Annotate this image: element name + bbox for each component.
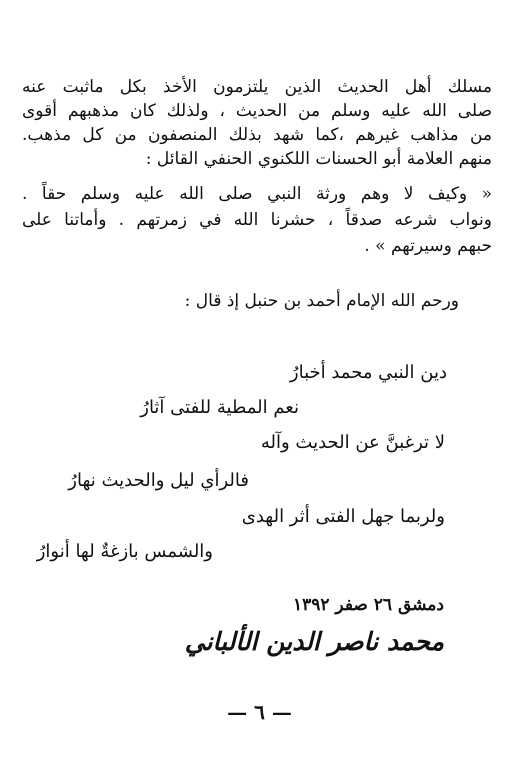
poem-line: لا ترغبنَّ عن الحديث وآله	[260, 432, 445, 453]
paragraph-line: مسلك أهل الحديث الذين يلتزمون الأخذ بكل ماثبت عنه	[22, 77, 492, 97]
paragraph-line: صلى الله عليه وسلم من الحديث ، ولذلك كان مذهبهم أقوى	[22, 101, 492, 121]
quote-line: « وكيف لا وهم ورثة النبي صلى الله عليه وسلم حقاً .	[22, 184, 492, 204]
signature: محمد ناصر الدين الألباني	[184, 627, 444, 656]
quote-line: حبهم وسيرتهم » .	[364, 236, 492, 256]
poem-line: دين النبي محمد أخبارُ	[289, 362, 447, 383]
quote-line: ونواب شرعه صدقاً ، حشرنا الله في زمرتهم . وأماتنا على	[22, 210, 492, 230]
poem-line: ولربما جهل الفتى أثر الهدى	[241, 506, 445, 527]
intro-line: منهم العلامة أبو الحسنات اللكنوي الحنفي القائل :	[145, 149, 492, 169]
poem-line: والشمس بازغةٌ لها أنوارُ	[36, 541, 213, 562]
page-number: — ٦ —	[227, 700, 292, 724]
poem-line: نعم المطية للفتى آثارُ	[140, 397, 299, 418]
poem-line: فالرأي ليل والحديث نهارُ	[68, 470, 249, 491]
date-line: دمشق ٢٦ صفر ١٣٩٢	[292, 595, 444, 615]
ahmad-intro-line: ورحم الله الإمام أحمد بن حنبل إذ قال :	[184, 291, 459, 311]
paragraph-line: من مذاهب غيرهم ،كما شهد بذلك المنصفون من كل مذهب.	[22, 125, 492, 145]
